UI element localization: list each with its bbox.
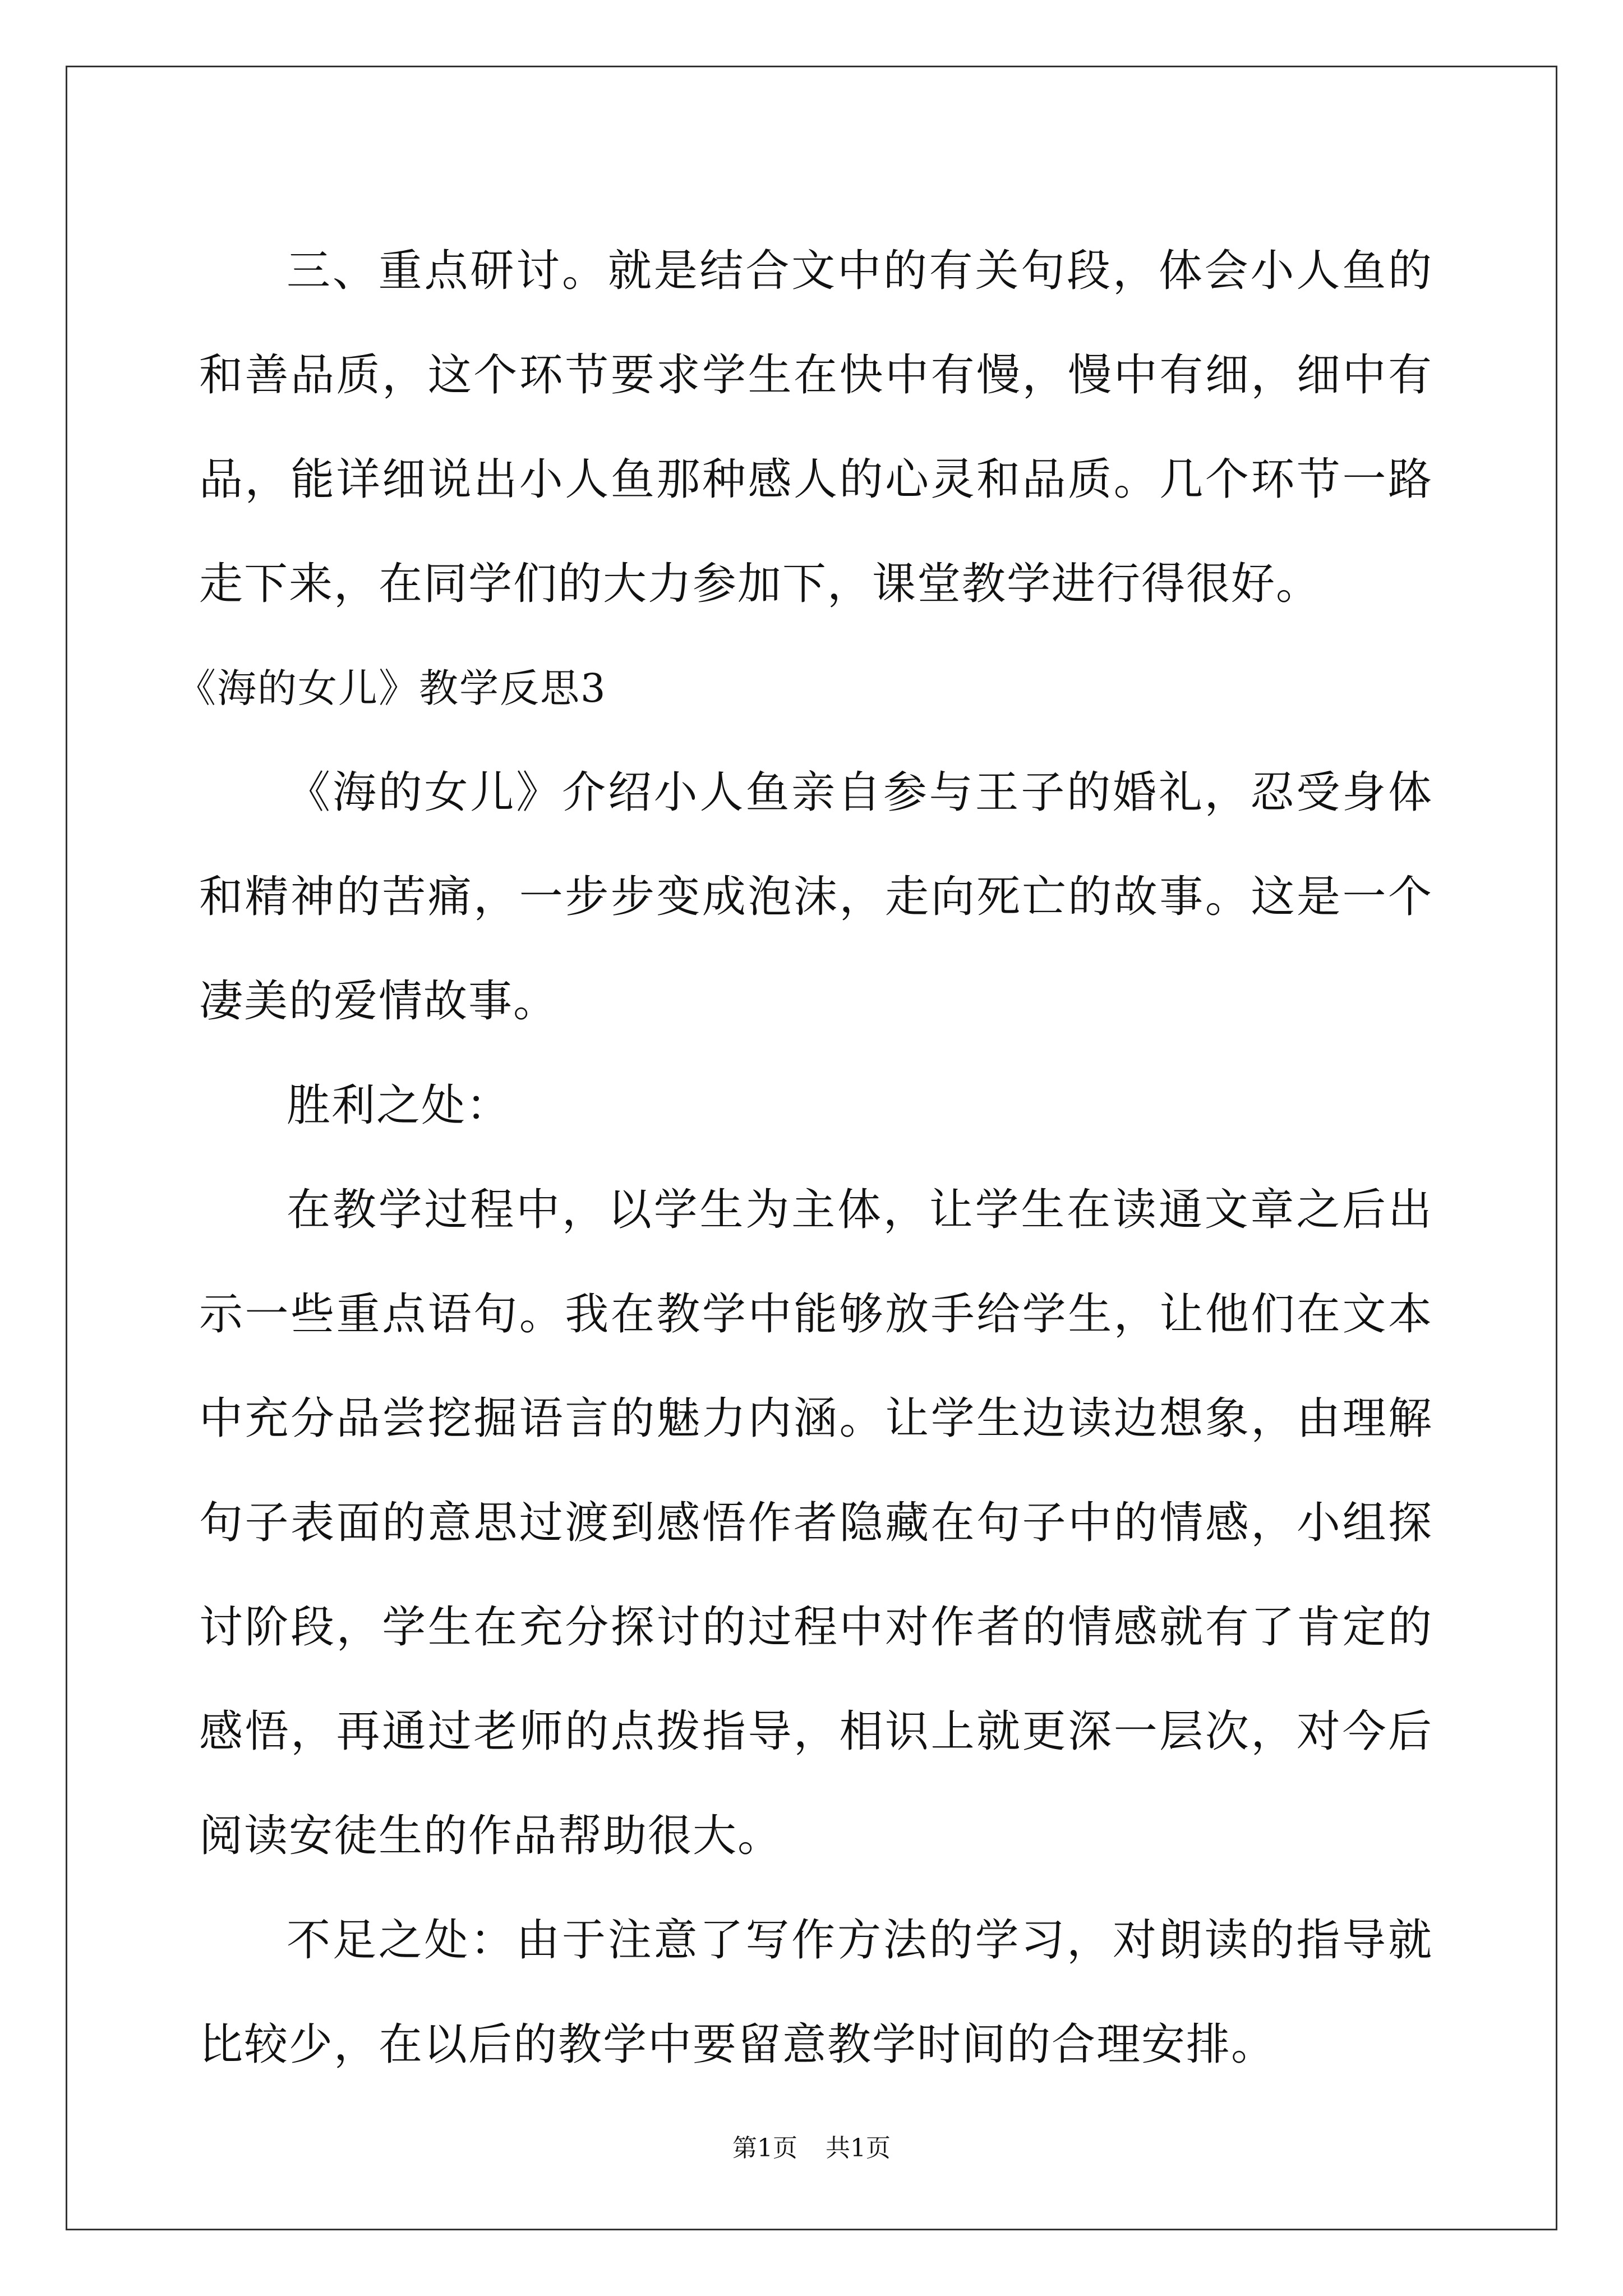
section-title: 《海的女儿》教学反思3 (177, 665, 607, 711)
paragraph-success-body: 在教学过程中，以学生为主体，让学生在读通文章之后出示一些重点语句。我在教学中能够放手给学生，让他们在文本中充分品尝挖掘语言的魅力内涵。让学生边读边想象，由理解句子表面的意思过渡到感悟作者隐藏在句子中的情感，小组探讨阶段，学生在充分探讨的过程中对作者的情感就有了肯定的感悟，再通过老师的点拨指导，相识上就更深一层次，对今后阅读安徒生的作品帮助很大。 (199, 1185, 1433, 1861)
page-footer (0, 2132, 1623, 2165)
page-number: 第1页 (732, 2134, 797, 2162)
paragraph-success-heading: 胜利之处： (287, 1080, 511, 1131)
document-body (177, 219, 1433, 2097)
paragraph-shortcomings: 不足之处：由于注意了写作方法的学习，对朗读的指导就比较少，在以后的教学中要留意教学时间的合理安排。 (199, 1915, 1433, 2070)
paragraph-key-discussion: 三、重点研讨。就是结合文中的有关句段，体会小人鱼的和善品质，这个环节要求学生在快中有慢，慢中有细，细中有品，能详细说出小人鱼那种感人的心灵和品质。几个环节一路走下来，在同学们的大力参加下，课堂教学进行得很好。 (199, 246, 1433, 609)
paragraph-intro: 《海的女儿》介绍小人鱼亲自参与王子的婚礼，忍受身体和精神的苦痛，一步步变成泡沫，走向死亡的故事。这是一个凄美的爱情故事。 (199, 767, 1433, 1027)
page-total: 共1页 (826, 2134, 891, 2162)
